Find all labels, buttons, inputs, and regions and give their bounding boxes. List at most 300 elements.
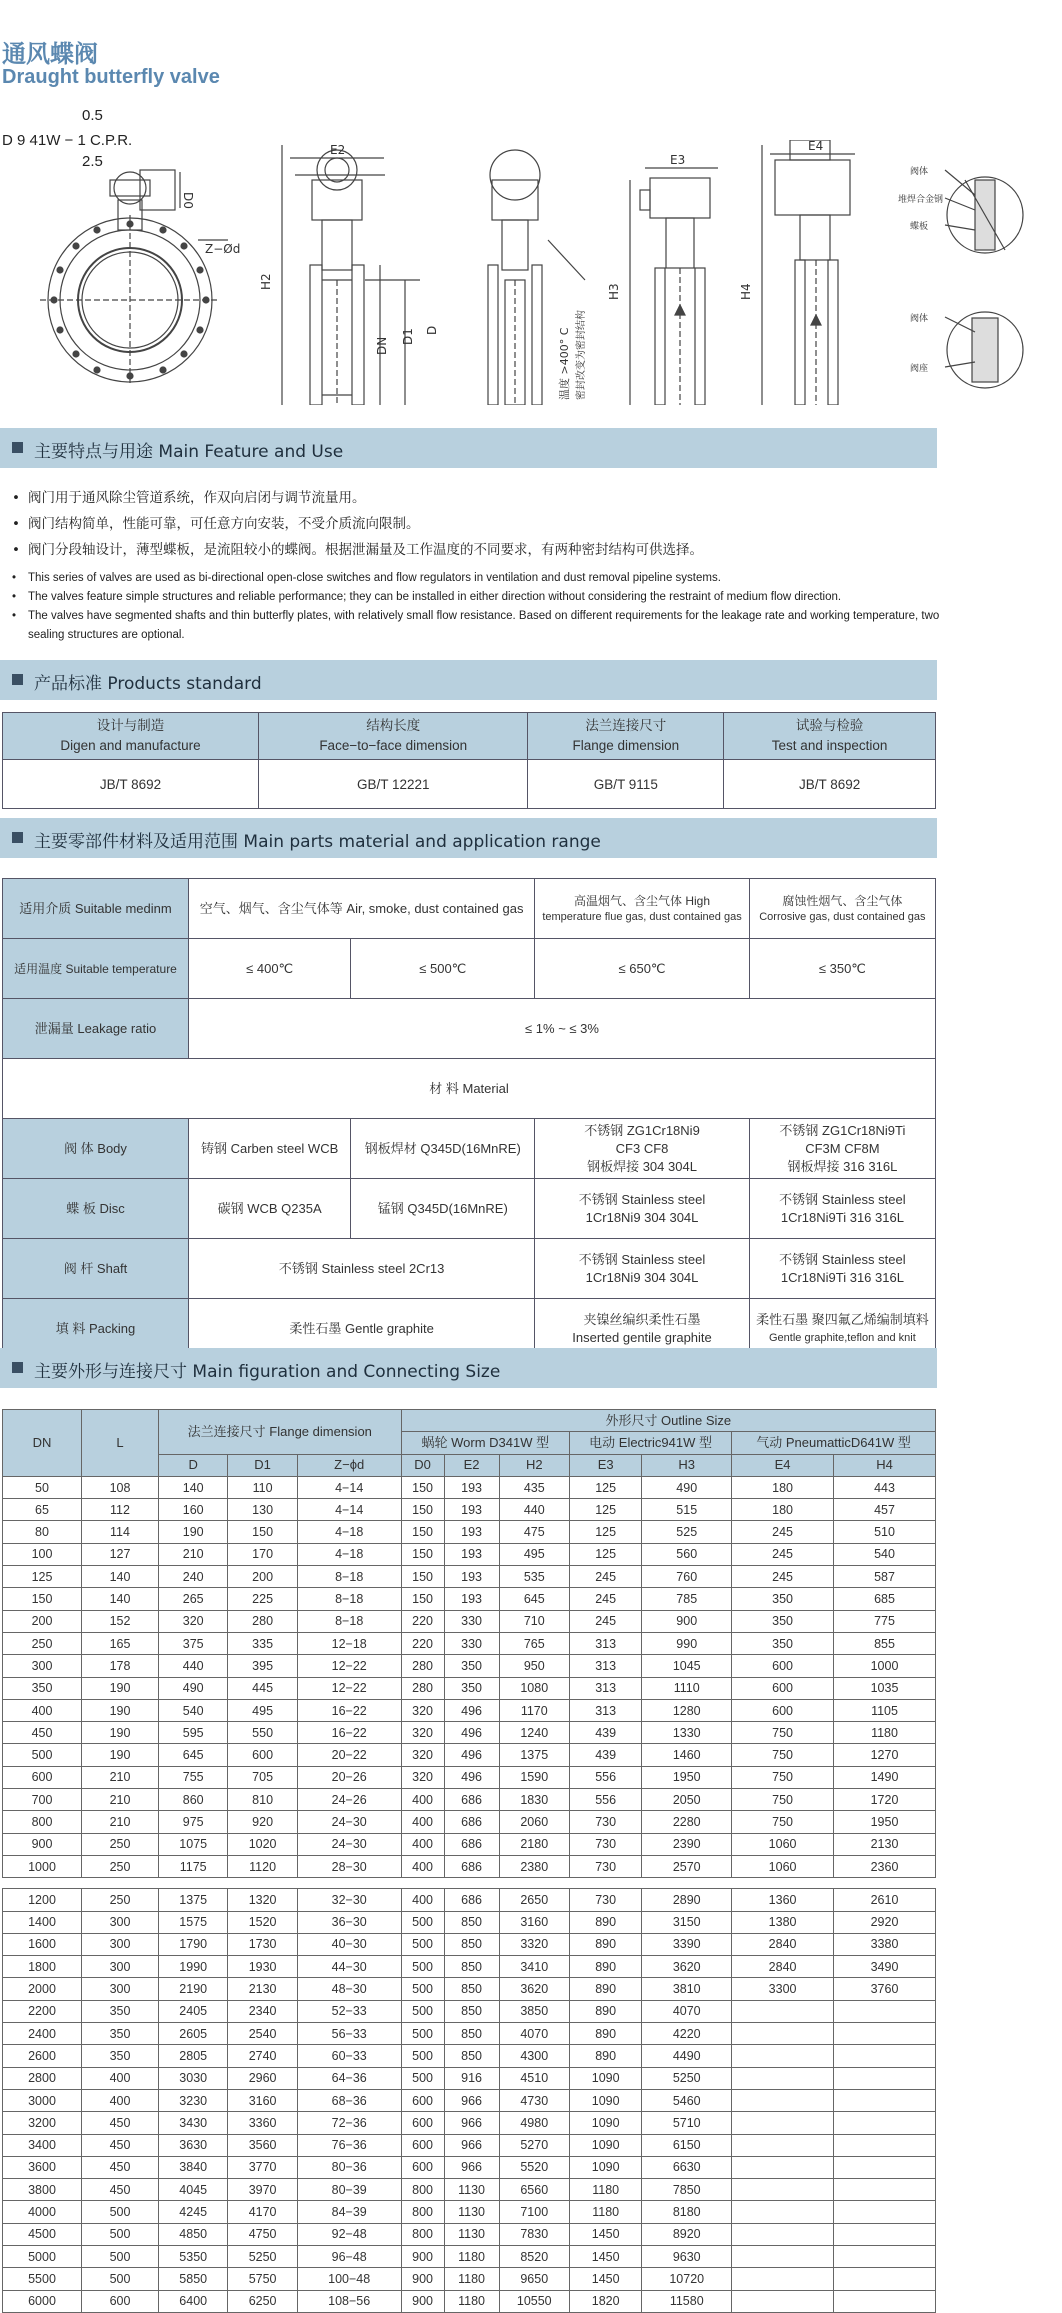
table-cell: 10550 [499, 2290, 569, 2312]
table-cell: 4220 [642, 2023, 732, 2045]
table-cell: 3230 [159, 2089, 228, 2111]
table-cell: 4500 [3, 2223, 82, 2245]
table-cell: 1450 [570, 2223, 642, 2245]
table-cell: 2600 [3, 2045, 82, 2067]
table-cell: 350 [82, 2045, 159, 2067]
table-cell: 600 [401, 2089, 444, 2111]
table-cell: 890 [570, 2023, 642, 2045]
table-cell: 775 [834, 1610, 936, 1632]
table-cell: 966 [444, 2156, 499, 2178]
table-row [3, 2089, 936, 2111]
table-cell: 800 [401, 2179, 444, 2201]
table-cell: 990 [642, 1632, 732, 1654]
table-cell: 2360 [834, 1855, 936, 1877]
electric-view-drawing [607, 153, 718, 405]
table-cell: 3770 [228, 2156, 297, 2178]
table-cell: 1930 [228, 1956, 297, 1978]
medium-label: 适用介质 Suitable medinm [3, 879, 189, 939]
table-cell: 850 [444, 2023, 499, 2045]
table-cell: 1730 [228, 1933, 297, 1955]
table-cell: 850 [444, 1911, 499, 1933]
table-cell: 7850 [642, 2179, 732, 2201]
table-cell: 4170 [228, 2201, 297, 2223]
table-cell: 6560 [499, 2179, 569, 2201]
table-cell: 890 [570, 1911, 642, 1933]
table-cell: 5460 [642, 2089, 732, 2111]
table-cell: 108 [82, 1476, 159, 1498]
outline-header: 外形尺寸 Outline Size [401, 1410, 935, 1432]
d1-label: D1 [401, 328, 415, 345]
table-cell: 4−14 [297, 1476, 401, 1498]
table-cell: 44−30 [297, 1956, 401, 1978]
model-code: D 9 41W − 1 C.P.R. [2, 132, 133, 149]
table-cell: 850 [444, 1956, 499, 1978]
table-cell: 114 [82, 1521, 159, 1543]
worm-header: 蜗轮 Worm D341W 型 [401, 1432, 569, 1454]
table-cell [834, 2245, 936, 2267]
table-cell: 600 [82, 2290, 159, 2312]
table-cell: 3410 [499, 1956, 569, 1978]
table-cell: 28−30 [297, 1855, 401, 1877]
table-row [3, 2023, 936, 2045]
table-cell: 1200 [3, 1889, 82, 1911]
table-row [3, 2223, 936, 2245]
table-cell: 320 [401, 1722, 444, 1744]
medium-cell: 空气、烟气、含尘气体等 Air, smoke, dust contained gas [189, 879, 535, 939]
table-cell: 3760 [834, 1978, 936, 2000]
table-cell: 245 [570, 1588, 642, 1610]
shaft-label: 阀 杆 Shaft [3, 1239, 189, 1299]
table-cell: 130 [228, 1499, 297, 1521]
table-cell: 500 [401, 1911, 444, 1933]
table-cell: 40−30 [297, 1933, 401, 1955]
table-cell: 850 [444, 2000, 499, 2022]
table-cell: 400 [401, 1811, 444, 1833]
h4-label: H4 [739, 283, 753, 300]
standard-section-bar [0, 660, 937, 700]
material-cell: 不锈钢 ZG1Cr18Ni9Ti CF3M CF8M 钢板焊接 316 316L [749, 1119, 935, 1179]
table-cell: 250 [3, 1632, 82, 1654]
table-cell: 2920 [834, 1911, 936, 1933]
table-cell: 556 [570, 1789, 642, 1811]
table-cell: 800 [401, 2201, 444, 2223]
table-cell: 2130 [228, 1978, 297, 2000]
table-cell: 1590 [499, 1766, 569, 1788]
side-view-drawing [259, 143, 439, 405]
table-row [3, 2134, 936, 2156]
table-cell: 730 [570, 1889, 642, 1911]
table-cell: 750 [732, 1744, 834, 1766]
temperature-cell: ≤ 500℃ [351, 939, 535, 999]
table-cell: 1830 [499, 1789, 569, 1811]
table-cell: 125 [3, 1566, 82, 1588]
table-cell: 300 [82, 1933, 159, 1955]
table-cell: 900 [401, 2290, 444, 2312]
table-cell: 1950 [834, 1811, 936, 1833]
table-cell: 150 [401, 1543, 444, 1565]
table-cell: 2060 [499, 1811, 569, 1833]
table-cell: 445 [228, 1677, 297, 1699]
table-cell: 1400 [3, 1911, 82, 1933]
table-cell: 5000 [3, 2245, 82, 2267]
table-gap [3, 1878, 936, 1889]
table-cell: 540 [834, 1543, 936, 1565]
table-cell: 265 [159, 1588, 228, 1610]
table-cell: 313 [570, 1699, 642, 1721]
table-cell: 2650 [499, 1889, 569, 1911]
table-row [3, 1476, 936, 1498]
table-cell: 3000 [3, 2089, 82, 2111]
table-cell: 4730 [499, 2089, 569, 2111]
temp-note-2: 密封改变为密封结构 [576, 310, 587, 400]
table-row [3, 1632, 936, 1654]
table-cell: 150 [401, 1476, 444, 1498]
table-cell: 890 [570, 1978, 642, 2000]
table-cell [732, 2179, 834, 2201]
table-cell [732, 2045, 834, 2067]
dimension-column-header: E4 [732, 1454, 834, 1476]
table-cell: 755 [159, 1766, 228, 1788]
table-cell: 495 [228, 1699, 297, 1721]
material-cell: 不锈钢 Stainless steel 2Cr13 [189, 1239, 535, 1299]
disc-label: 蝶 板 Disc [3, 1179, 189, 1239]
table-cell: 200 [3, 1610, 82, 1632]
table-cell: 3390 [642, 1933, 732, 1955]
table-cell: 96−48 [297, 2245, 401, 2267]
table-cell: 400 [401, 1789, 444, 1811]
table-row [3, 1978, 936, 2000]
standard-cell: GB/T 9115 [528, 760, 724, 809]
table-cell: 1090 [570, 2134, 642, 2156]
table-cell: 750 [732, 1766, 834, 1788]
table-cell: 400 [401, 1889, 444, 1911]
table-cell: 100−48 [297, 2268, 401, 2290]
dimension-column-header: H2 [499, 1454, 569, 1476]
table-cell: 300 [82, 1911, 159, 1933]
table-cell [732, 2223, 834, 2245]
table-cell: 860 [159, 1789, 228, 1811]
table-cell: 645 [499, 1588, 569, 1610]
dimension-column-header: H4 [834, 1454, 936, 1476]
table-row [3, 1543, 936, 1565]
table-cell: 9630 [642, 2245, 732, 2267]
material-cell: 钢板焊材 Q345D(16MnRE) [351, 1119, 535, 1179]
table-cell: 300 [82, 1956, 159, 1978]
feature-en-item: • This series of valves are used as bi-directional open-close switches and flow regulators in ventilation and dust removal pipeline systems. [12, 569, 942, 588]
table-cell: 125 [570, 1543, 642, 1565]
table-row [3, 1766, 936, 1788]
material-cell: 柔性石墨 聚四氟乙烯编制填料 Gentle graphite,teflon and knit [749, 1299, 935, 1359]
table-cell: 495 [499, 1543, 569, 1565]
table-cell: 810 [228, 1789, 297, 1811]
table-cell: 1080 [499, 1677, 569, 1699]
table-cell: 220 [401, 1632, 444, 1654]
table-cell: 916 [444, 2067, 499, 2089]
table-cell: 245 [732, 1521, 834, 1543]
table-cell [732, 2023, 834, 2045]
section-marker-icon [12, 442, 23, 453]
table-cell: 210 [82, 1766, 159, 1788]
section-marker-icon [12, 674, 23, 685]
table-cell: 475 [499, 1521, 569, 1543]
table-cell: 1950 [642, 1766, 732, 1788]
table-cell [834, 2201, 936, 2223]
table-cell: 3970 [228, 2179, 297, 2201]
table-cell: 1490 [834, 1766, 936, 1788]
h3-label: H3 [607, 283, 621, 300]
table-cell: 3630 [159, 2134, 228, 2156]
table-cell: 250 [82, 1833, 159, 1855]
table-cell: 350 [3, 1677, 82, 1699]
table-cell: 245 [732, 1543, 834, 1565]
table-cell: 190 [159, 1521, 228, 1543]
table-cell: 3030 [159, 2067, 228, 2089]
table-cell: 300 [3, 1655, 82, 1677]
table-cell: 3430 [159, 2112, 228, 2134]
table-cell [732, 2156, 834, 2178]
table-cell: 1800 [3, 1956, 82, 1978]
table-cell [834, 2023, 936, 2045]
table-cell: 500 [3, 1744, 82, 1766]
table-cell: 10720 [642, 2268, 732, 2290]
table-cell: 5500 [3, 2268, 82, 2290]
table-cell: 450 [82, 2112, 159, 2134]
table-cell: 2340 [228, 2000, 297, 2022]
table-cell: 440 [159, 1655, 228, 1677]
table-cell: 6630 [642, 2156, 732, 2178]
table-row [3, 1610, 936, 1632]
e3-label: E3 [670, 153, 686, 167]
table-cell: 330 [444, 1610, 499, 1632]
table-cell: 193 [444, 1543, 499, 1565]
table-cell: 300 [82, 1978, 159, 2000]
table-cell: 500 [82, 2245, 159, 2267]
table-cell: 3560 [228, 2134, 297, 2156]
table-cell: 395 [228, 1655, 297, 1677]
table-row [3, 1588, 936, 1610]
table-cell: 4850 [159, 2223, 228, 2245]
table-cell: 245 [570, 1566, 642, 1588]
table-cell: 1375 [499, 1744, 569, 1766]
table-cell: 12−22 [297, 1655, 401, 1677]
table-cell: 152 [82, 1610, 159, 1632]
table-cell: 3320 [499, 1933, 569, 1955]
table-cell [732, 2134, 834, 2156]
table-row [3, 2179, 936, 2201]
table-cell [834, 2223, 936, 2245]
table-row [3, 1855, 936, 1877]
table-cell: 490 [642, 1476, 732, 1498]
table-cell: 125 [570, 1499, 642, 1521]
table-cell: 1060 [732, 1833, 834, 1855]
table-cell: 450 [82, 2134, 159, 2156]
seal-detail-drawing [898, 165, 1023, 388]
table-cell: 350 [444, 1655, 499, 1677]
table-cell: 190 [82, 1722, 159, 1744]
standard-table [2, 712, 936, 809]
table-cell: 1380 [732, 1911, 834, 1933]
table-cell: 16−22 [297, 1699, 401, 1721]
table-cell: 350 [732, 1588, 834, 1610]
table-cell: 16−22 [297, 1722, 401, 1744]
model-code-top: 0.5 [82, 107, 103, 124]
table-cell [732, 2112, 834, 2134]
table-cell: 966 [444, 2134, 499, 2156]
table-cell: 12−22 [297, 1677, 401, 1699]
table-cell: 500 [401, 1956, 444, 1978]
table-cell: 1820 [570, 2290, 642, 2312]
table-cell: 8180 [642, 2201, 732, 2223]
table-cell: 435 [499, 1476, 569, 1498]
material-cell: 不锈钢 Stainless steel 1Cr18Ni9Ti 316 316L [749, 1179, 935, 1239]
table-cell: 3810 [642, 1978, 732, 2000]
table-cell: 587 [834, 1566, 936, 1588]
table-cell: 125 [570, 1521, 642, 1543]
table-cell: 1170 [499, 1699, 569, 1721]
table-cell: 2740 [228, 2045, 297, 2067]
table-cell: 966 [444, 2089, 499, 2111]
table-cell: 4300 [499, 2045, 569, 2067]
table-cell: 3850 [499, 2000, 569, 2022]
table-cell: 1320 [228, 1889, 297, 1911]
table-cell: 1330 [642, 1722, 732, 1744]
standard-cell: GB/T 12221 [259, 760, 528, 809]
table-cell [834, 2290, 936, 2312]
table-cell: 210 [159, 1543, 228, 1565]
table-cell: 245 [570, 1610, 642, 1632]
table-cell: 24−26 [297, 1789, 401, 1811]
table-row [3, 2290, 936, 2312]
table-cell: 2280 [642, 1811, 732, 1833]
table-cell: 535 [499, 1566, 569, 1588]
material-header: 材 料 Material [3, 1059, 936, 1119]
table-cell: 1990 [159, 1956, 228, 1978]
dimension-column-header: E3 [570, 1454, 642, 1476]
table-row [3, 1956, 936, 1978]
table-cell: 92−48 [297, 2223, 401, 2245]
table-cell: 2605 [159, 2023, 228, 2045]
table-cell: 2380 [499, 1855, 569, 1877]
table-cell: 313 [570, 1655, 642, 1677]
table-cell: 60−33 [297, 2045, 401, 2067]
standard-cell: JB/T 8692 [3, 760, 259, 809]
table-cell: 760 [642, 1566, 732, 1588]
table-cell: 9650 [499, 2268, 569, 2290]
table-cell: 108−56 [297, 2290, 401, 2312]
table-cell: 3200 [3, 2112, 82, 2134]
table-cell: 500 [401, 2000, 444, 2022]
material-cell: 锰钢 Q345D(16MnRE) [351, 1179, 535, 1239]
table-cell: 515 [642, 1499, 732, 1521]
table-cell: 556 [570, 1766, 642, 1788]
table-cell: 280 [401, 1677, 444, 1699]
table-cell [834, 2268, 936, 2290]
table-cell: 5270 [499, 2134, 569, 2156]
table-cell: 2180 [499, 1833, 569, 1855]
table-cell: 150 [401, 1566, 444, 1588]
table-cell: 280 [228, 1610, 297, 1632]
table-cell: 165 [82, 1632, 159, 1654]
table-cell: 2050 [642, 1789, 732, 1811]
table-cell [732, 2000, 834, 2022]
table-cell: 180 [732, 1476, 834, 1498]
table-cell: 1105 [834, 1699, 936, 1721]
table-cell: 127 [82, 1543, 159, 1565]
table-cell: 3380 [834, 1933, 936, 1955]
table-cell: 1180 [834, 1722, 936, 1744]
table-cell: 1180 [570, 2201, 642, 2223]
table-cell: 4070 [499, 2023, 569, 2045]
medium-cell: 腐蚀性烟气、含尘气体 Corrosive gas, dust contained gas [749, 879, 935, 939]
table-cell: 1045 [642, 1655, 732, 1677]
table-cell: 6250 [228, 2290, 297, 2312]
table-cell: 1280 [642, 1699, 732, 1721]
table-cell: 193 [444, 1521, 499, 1543]
table-cell [732, 2290, 834, 2312]
table-cell: 705 [228, 1766, 297, 1788]
table-cell: 496 [444, 1744, 499, 1766]
table-cell: 2840 [732, 1956, 834, 1978]
zd-label: Z−Ød [205, 242, 241, 256]
table-cell: 180 [732, 1499, 834, 1521]
plate-note: 蝶板 [910, 222, 929, 232]
table-cell: 1180 [444, 2268, 499, 2290]
temperature-cell: ≤ 350℃ [749, 939, 935, 999]
table-cell: 1600 [3, 1933, 82, 1955]
body-note: 阀体 [910, 167, 929, 177]
table-cell: 500 [401, 1933, 444, 1955]
temperature-cell: ≤ 400℃ [189, 939, 351, 999]
table-cell: 3800 [3, 2179, 82, 2201]
h2-label: H2 [259, 273, 273, 290]
table-cell: 24−30 [297, 1833, 401, 1855]
table-cell: 5250 [228, 2245, 297, 2267]
table-row [3, 2000, 936, 2022]
table-cell: 900 [401, 2245, 444, 2267]
table-row [3, 1933, 936, 1955]
section-marker-icon [12, 832, 23, 843]
table-cell: 1090 [570, 2089, 642, 2111]
table-cell [834, 2089, 936, 2111]
table-row [3, 1811, 936, 1833]
hard-alloy-note: 堆焊合金钢 [898, 195, 944, 205]
material-cell: 铸钢 Carben steel WCB [189, 1119, 351, 1179]
table-row [3, 2156, 936, 2178]
feature-cn-item: • 阀门用于通风除尘管道系统，作双向启闭与调节流量用。 [12, 485, 942, 511]
table-cell [732, 2245, 834, 2267]
table-row [3, 1521, 936, 1543]
table-cell: 850 [444, 1978, 499, 2000]
features-list [12, 485, 942, 645]
table-cell: 1460 [642, 1744, 732, 1766]
table-cell: 700 [3, 1789, 82, 1811]
table-cell: 500 [82, 2268, 159, 2290]
material-cell: 不锈钢 Stainless steel 1Cr18Ni9Ti 316 316L [749, 1239, 935, 1299]
table-cell: 4045 [159, 2179, 228, 2201]
table-cell [834, 2112, 936, 2134]
table-cell: 457 [834, 1499, 936, 1521]
table-cell: 178 [82, 1655, 159, 1677]
table-row [3, 1789, 936, 1811]
table-cell: 2800 [3, 2067, 82, 2089]
table-row [3, 2201, 936, 2223]
table-cell: 966 [444, 2112, 499, 2134]
table-cell: 112 [82, 1499, 159, 1521]
table-row [3, 1566, 936, 1588]
table-cell [732, 2201, 834, 2223]
table-cell: 1130 [444, 2179, 499, 2201]
seat-note: 阀座 [910, 364, 929, 374]
